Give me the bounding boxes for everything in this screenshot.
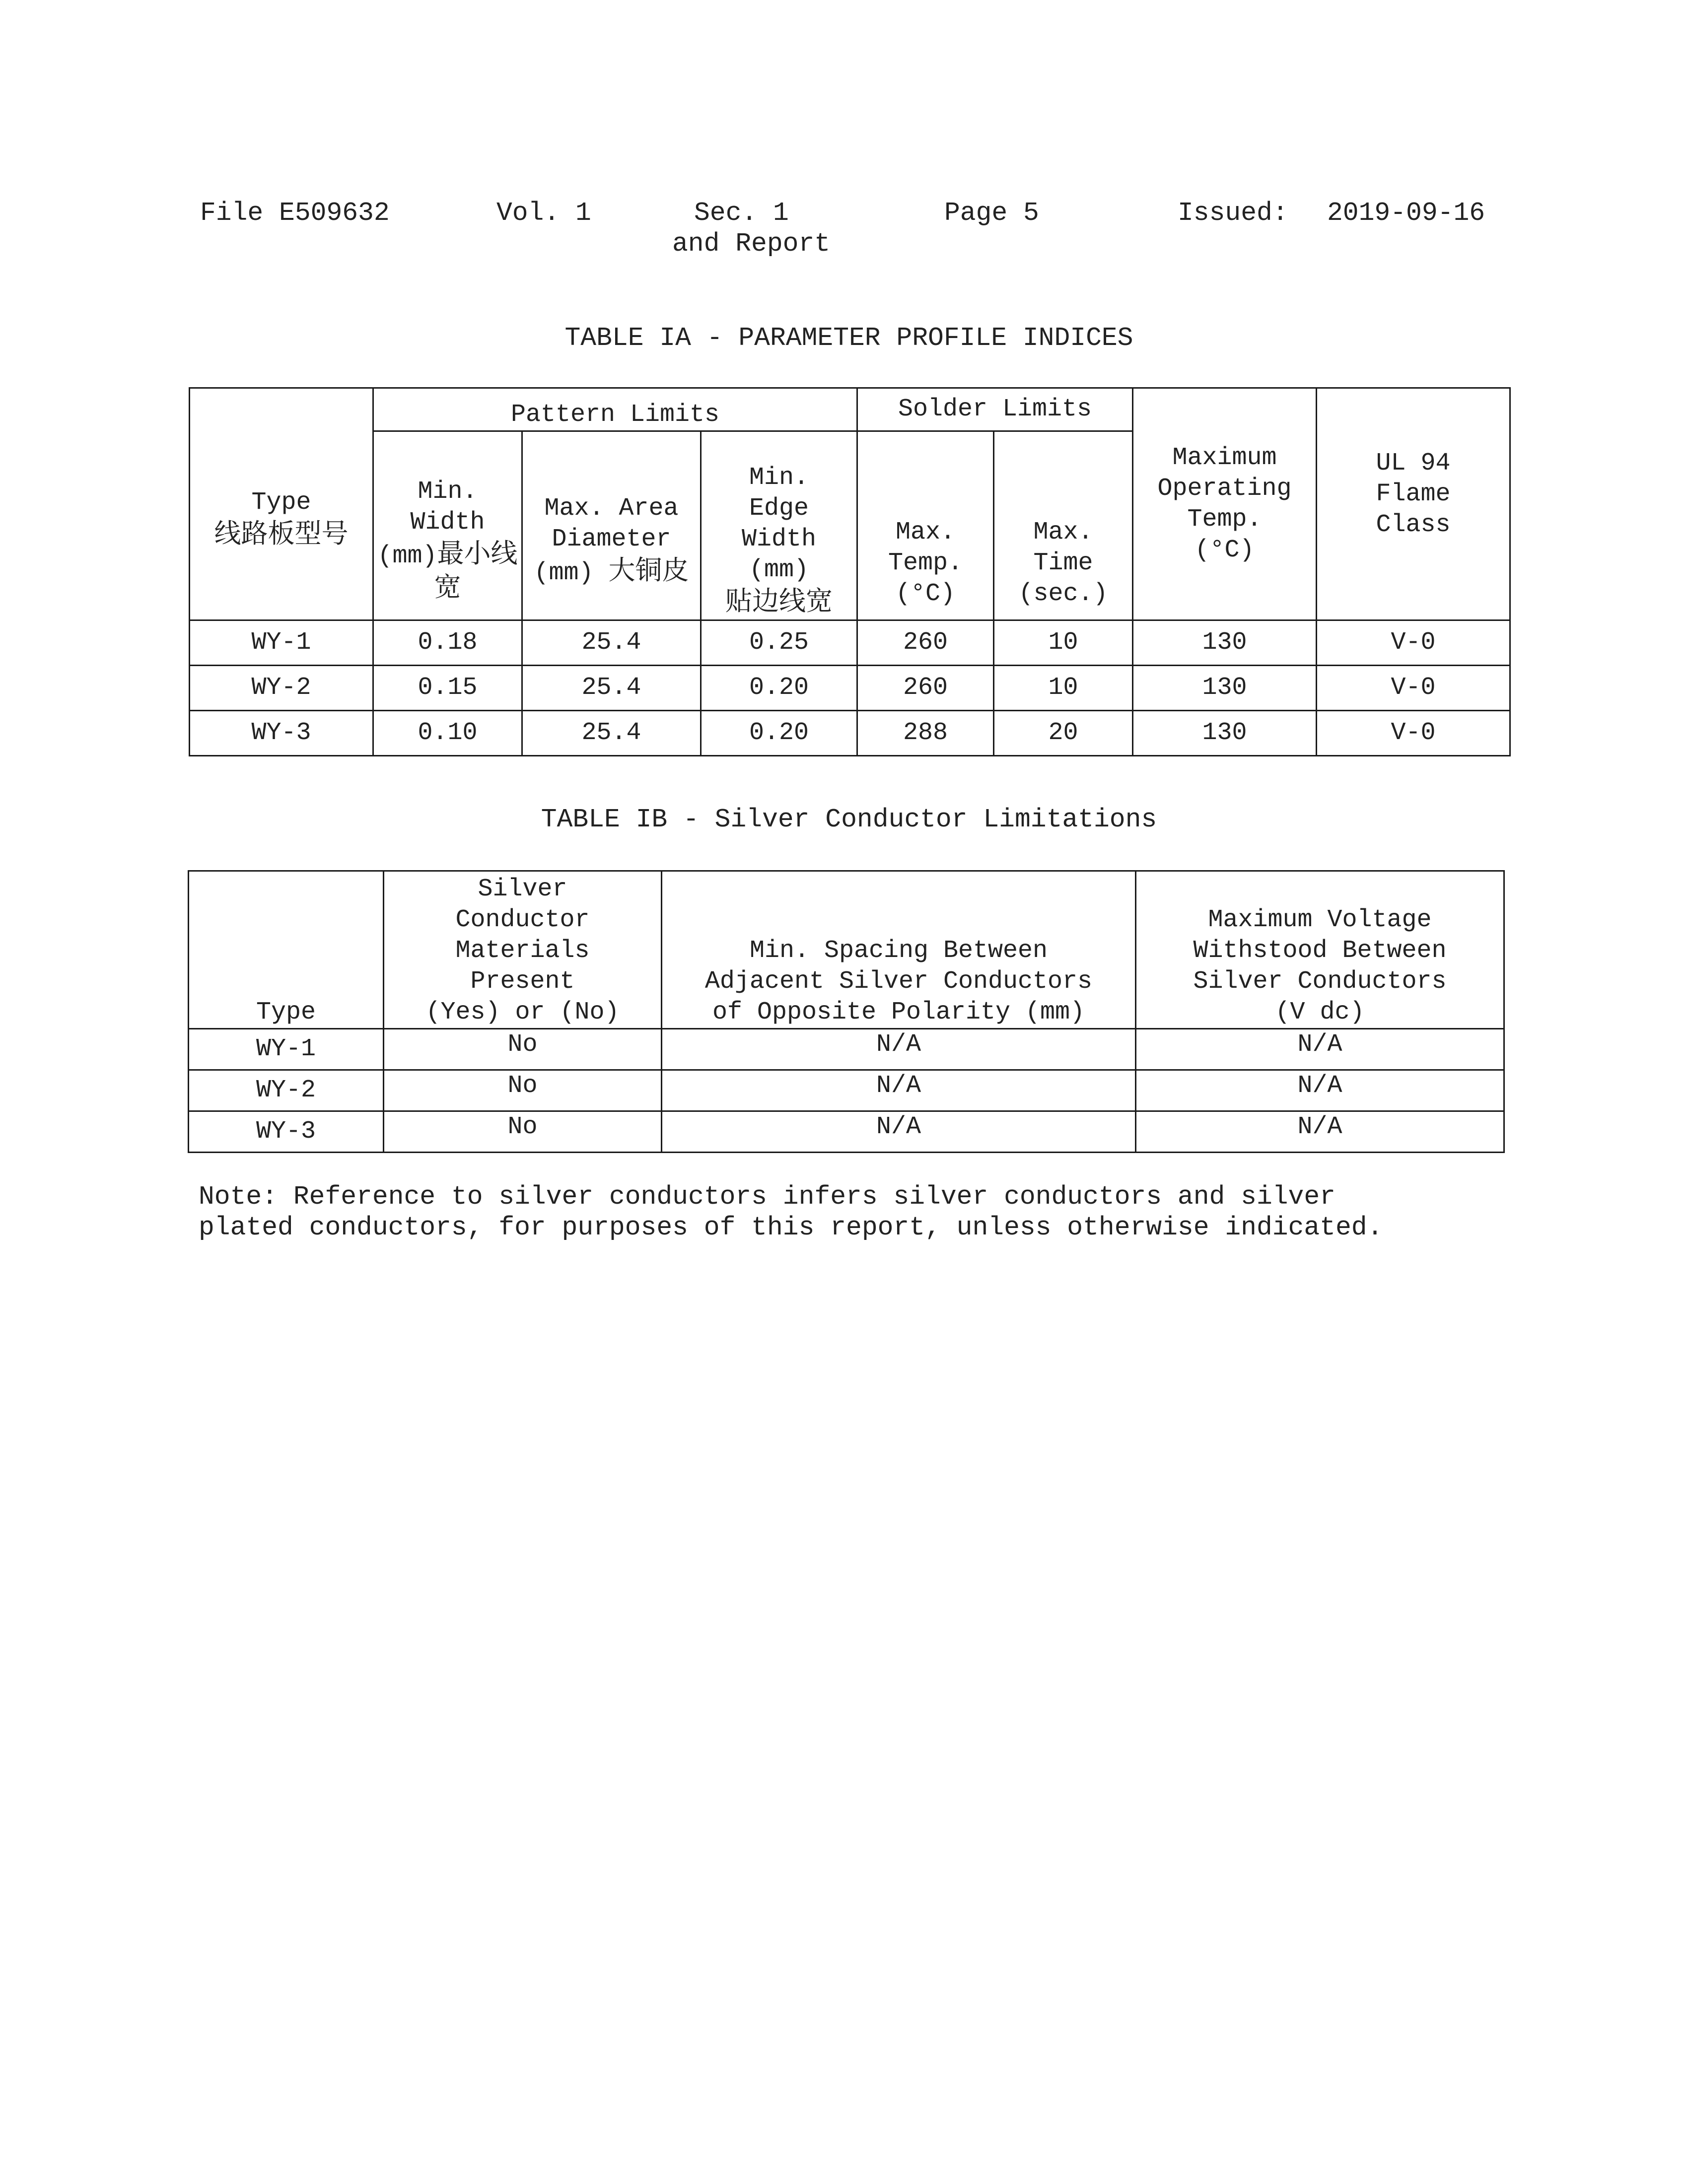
cell-min-edge: 0.20 [701, 711, 857, 756]
cell-silver-present: No [384, 1070, 662, 1111]
cell-min-width: 0.10 [373, 711, 522, 756]
cell-silver-present: No [384, 1029, 662, 1070]
table-row [190, 666, 1510, 711]
note-line-1: Note: Reference to silver conductors infers silver conductors and silver [199, 1182, 1336, 1212]
header-min-spacing: Min. Spacing Between Adjacent Silver Conductors of Opposite Polarity (mm) [662, 871, 1136, 1029]
table-row [190, 711, 1510, 756]
cell-max-voltage: N/A [1136, 1029, 1504, 1070]
cell-max-op-temp: 130 [1133, 620, 1317, 666]
cell-min-width: 0.15 [373, 666, 522, 711]
cell-max-area: 25.4 [522, 620, 701, 666]
table-ia [189, 387, 1511, 756]
note-line-2: plated conductors, for purposes of this report, unless otherwise indicated. [199, 1213, 1383, 1242]
issued-date: 2019-09-16 [1327, 198, 1485, 228]
header-max-area-en: Max. Area Diameter (mm) [534, 494, 679, 587]
volume: Vol. 1 [496, 198, 591, 228]
cell-max-temp: 260 [857, 620, 994, 666]
header-solder-limits: Solder Limits [857, 388, 1133, 431]
header-silver-present: Silver Conductor Materials Present (Yes) or (No) [384, 871, 662, 1029]
cell-max-op-temp: 130 [1133, 666, 1317, 711]
cell-max-voltage: N/A [1136, 1070, 1504, 1111]
cell-flame-class: V-0 [1317, 711, 1510, 756]
header-ul94-flame-class: UL 94 Flame Class [1317, 388, 1510, 620]
section-subtitle: and Report [672, 229, 831, 259]
header-min-edge-cn: 贴边线宽 [725, 585, 833, 616]
cell-max-time: 20 [994, 711, 1133, 756]
table-row [190, 620, 1510, 666]
cell-type: WY-3 [190, 711, 373, 756]
cell-type: WY-3 [189, 1111, 384, 1153]
cell-min-spacing: N/A [662, 1070, 1136, 1111]
cell-min-width: 0.18 [373, 620, 522, 666]
header-max-operating-temp: Maximum Operating Temp. (°C) [1133, 388, 1317, 620]
header-type-en: Type [251, 488, 311, 517]
table-ib [188, 870, 1505, 1153]
table-row [189, 1111, 1504, 1153]
header-type-cn: 线路板型号 [214, 517, 349, 549]
table-row [189, 1029, 1504, 1070]
cell-min-spacing: N/A [662, 1111, 1136, 1153]
cell-max-op-temp: 130 [1133, 711, 1317, 756]
cell-max-time: 10 [994, 666, 1133, 711]
header-type [190, 388, 373, 620]
cell-max-area: 25.4 [522, 666, 701, 711]
cell-max-area: 25.4 [522, 711, 701, 756]
cell-type: WY-1 [189, 1029, 384, 1070]
header-min-edge-en: Min. Edge Width (mm) [742, 464, 817, 584]
cell-max-temp: 288 [857, 711, 994, 756]
header-max-temp: Max. Temp. (°C) [857, 431, 994, 620]
header-min-width [373, 431, 522, 620]
cell-min-edge: 0.25 [701, 620, 857, 666]
section: Sec. 1 [694, 198, 789, 228]
header-max-area-diameter [522, 431, 701, 620]
table-ib-title: TABLE IB - Silver Conductor Limitations [541, 805, 1157, 834]
cell-type: WY-2 [189, 1070, 384, 1111]
cell-silver-present: No [384, 1111, 662, 1153]
cell-max-time: 10 [994, 620, 1133, 666]
cell-min-edge: 0.20 [701, 666, 857, 711]
cell-type: WY-2 [190, 666, 373, 711]
header-min-width-en: Min. Width (mm) [377, 478, 485, 570]
cell-max-voltage: N/A [1136, 1111, 1504, 1153]
table-ia-title: TABLE IA - PARAMETER PROFILE INDICES [564, 323, 1133, 353]
issued-label: Issued: [1178, 198, 1288, 228]
header-min-width-cn: 最小线宽 [434, 538, 518, 603]
cell-type: WY-1 [190, 620, 373, 666]
page-number: Page 5 [944, 198, 1039, 228]
cell-max-temp: 260 [857, 666, 994, 711]
header-pattern-limits: Pattern Limits [373, 388, 857, 431]
cell-flame-class: V-0 [1317, 666, 1510, 711]
file-number: File E509632 [200, 198, 390, 228]
header-min-edge-width [701, 431, 857, 620]
header-max-time: Max. Time (sec.) [994, 431, 1133, 620]
cell-min-spacing: N/A [662, 1029, 1136, 1070]
table-row [189, 1070, 1504, 1111]
header-type: Type [189, 871, 384, 1029]
header-max-area-cn: 大铜皮 [608, 554, 689, 586]
cell-flame-class: V-0 [1317, 620, 1510, 666]
header-max-voltage: Maximum Voltage Withstood Between Silver Conductors (V dc) [1136, 871, 1504, 1029]
